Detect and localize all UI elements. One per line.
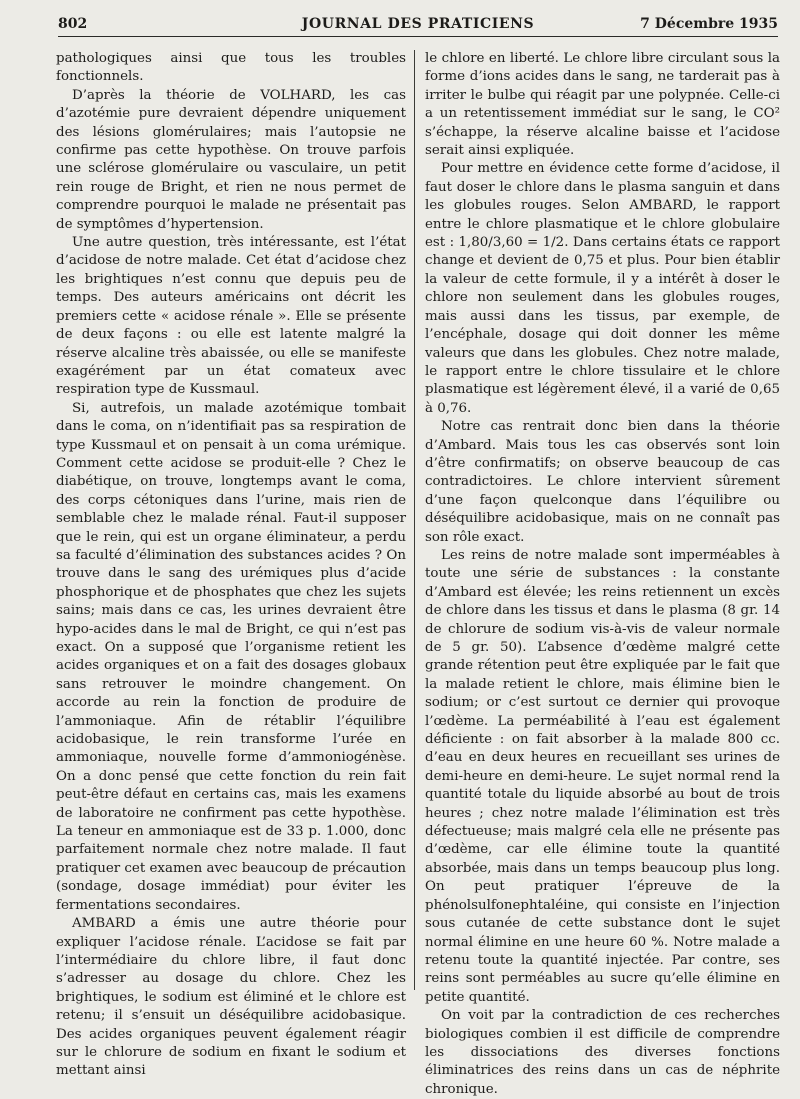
paragraph: D’après la théorie de VOLHARD, les cas d’azotémie pure devraient dépendre uniquement des lésions glomérulaires; mais l’autopsie ne confirme pas cette hypothèse. On trouve parfois une sclérose glomérulaire ou vasculaire, un petit rein rouge de Bright, et rien ne nous permet de comprendre pourquoi le malade ne présentait pas de symptômes d’hypertension. xyxy=(56,87,406,232)
issue-date: 7 Décembre 1935 xyxy=(640,16,778,32)
page-number: 802 xyxy=(58,16,88,32)
paragraph: Notre cas rentrait donc bien dans la théorie d’Ambard. Mais tous les cas observés sont loin d’être confirmatifs; on observe beaucoup de cas contradictoires. Le chlore intervient sûrement d’une façon quelconque dans l’équilibre ou déséquilibre acidobasique, mais on ne connaît pas son rôle exact. xyxy=(425,419,780,545)
paragraph: le chlore en liberté. Le chlore libre circulant sous la forme d’ions acides dans le sang, ne tarderait pas à irriter le bulbe qui réagit par une polypnée. Celle-ci a un retentissement immédiat sur le sang, le CO² s’échappe, la réserve alcaline baisse et l’acidose serait ainsi expliquée. xyxy=(425,51,780,159)
paragraph: Une autre question, très intéressante, est l’état d’acidose de notre malade. Cet état d’acidose chez les brightiques n’est connu que depuis peu de temps. Des auteurs américains ont décrit les premiers cette « acidose rénale ». Elle se présente de deux façons : ou elle est latente malgré la réserve alcaline très abaissée, ou elle se manifeste exagérément par un état comateux avec respiration type de Kussmaul. xyxy=(56,235,406,398)
paragraph: AMBARD a émis une autre théorie pour expliquer l’acidose rénale. L’acidose se fait par l’intermédiaire du chlore libre, il faut donc s’adresser au dosage du chlore. Chez les brightiques, le sodium est éliminé et le chlore est retenu; il s’ensuit un déséquilibre acidobasique. Des acides organiques peuvent également réagir sur le chlorure de sodium en fixant le sodium et mettant ainsi xyxy=(56,916,406,1079)
column-divider xyxy=(414,50,415,990)
running-header xyxy=(58,14,778,37)
paragraph: On voit par la contradiction de ces recherches biologiques combien il est difficile de comprendre les dissociations des diverses fonctions éliminatrices des reins dans un cas de néphrite chronique. xyxy=(425,1008,780,1097)
journal-title: JOURNAL DES PRATICIENS xyxy=(301,16,535,32)
paragraph: pathologiques ainsi que tous les troubles fonctionnels. xyxy=(56,51,406,85)
right-column xyxy=(425,50,780,1097)
left-column xyxy=(56,50,406,1079)
paragraph: Les reins de notre malade sont imperméables à toute une série de substances : la constante d’Ambard est élevée; les reins retiennent un excès de chlore dans les tissus et dans le plasma (8 gr. 14 de chlorure de sodium vis-à-vis de valeur normale de 5 gr. 50). L’absence d’œdème malgré cette grande rétention peut être expliquée par le fait que la malade retient le chlore, mais élimine bien le sodium; or c’est surtout ce dernier qui provoque l’œdème. La perméabilité à l’eau est également déficiente : on fait absorber à la malade 800 cc. d’eau en deux heures en recueillant ses urines de demi-heure en demi-heure. Le sujet normal rend la quantité totale du liquide absorbé au bout de trois heures ; chez notre malade l’élimination est très défectueuse; mais malgré cela elle ne présente pas d’œdème, car elle élimine toute la quantité absorbée, mais dans un temps beaucoup plus long. On peut pratiquer l’épreuve de la phénolsulfonephtaléine, qui consiste en l’injection sous cutanée de cette substance dont le sujet normal élimine en une heure 60 %. Notre malade a retenu toute la quantité injectée. Par contre, ses reins sont perméables au sucre qu’elle élimine en petite quantité. xyxy=(425,547,780,1005)
paragraph: Si, autrefois, un malade azotémique tombait dans le coma, on n’identifiait pas sa respiration de type Kussmaul et on pensait à un coma urémique. Comment cette acidose se produit-elle ? Chez le diabétique, on trouve, longtemps avant le coma, des corps cétoniques dans l’urine, mais rien de semblable chez le malade rénal. Faut-il supposer que le rein, qui est un organe éliminateur, a perdu sa faculté d’élimination des substances acides ? On trouve dans le sang des urémiques plus d’acide phosphorique et de phosphates que chez les sujets sains; mais dans ce cas, les urines devraient être hypo-acides dans le mal de Bright, ce qui n’est pas exact. On a supposé que l’organisme retient les acides organiques et on a fait des dosages globaux sans retrouver le moindre changement. On accorde au rein la fonction de produire de l’ammoniaque. Afin de rétablir l’équilibre acidobasique, le rein transforme l’urée en ammoniaque, nouvelle forme d’ammoniogénèse. On a donc pensé que cette fonction du rein fait peut-être défaut en certains cas, mais les examens de laboratoire ne confirment pas cette hypothèse. La teneur en ammoniaque est de 33 p. 1.000, donc parfaitement normale chez notre malade. Il faut pratiquer cet examen avec beaucoup de précaution (sondage, dosage immédiat) pour éviter les fermentations secondaires. xyxy=(56,400,406,913)
paragraph: Pour mettre en évidence cette forme d’acidose, il faut doser le chlore dans le plasma sanguin et dans les globules rouges. Selon AMBARD, le rapport entre le chlore plasmatique et le chlore globulaire est : 1,80/3,60 = 1/2. Dans certains états ce rapport change et devient de 0,75 et plus. Pour bien établir la valeur de cette formule, il y a intérêt à doser le chlore non seulement dans les globules rouges, mais aussi dans les tissus, par exemple, de l’encéphale, dosage qui doit donner les même valeurs que dans les globules. Chez notre malade, le rapport entre le chlore tissulaire et le chlore plasmatique est légèrement élevé, il a varié de 0,65 à 0,76. xyxy=(425,161,780,416)
